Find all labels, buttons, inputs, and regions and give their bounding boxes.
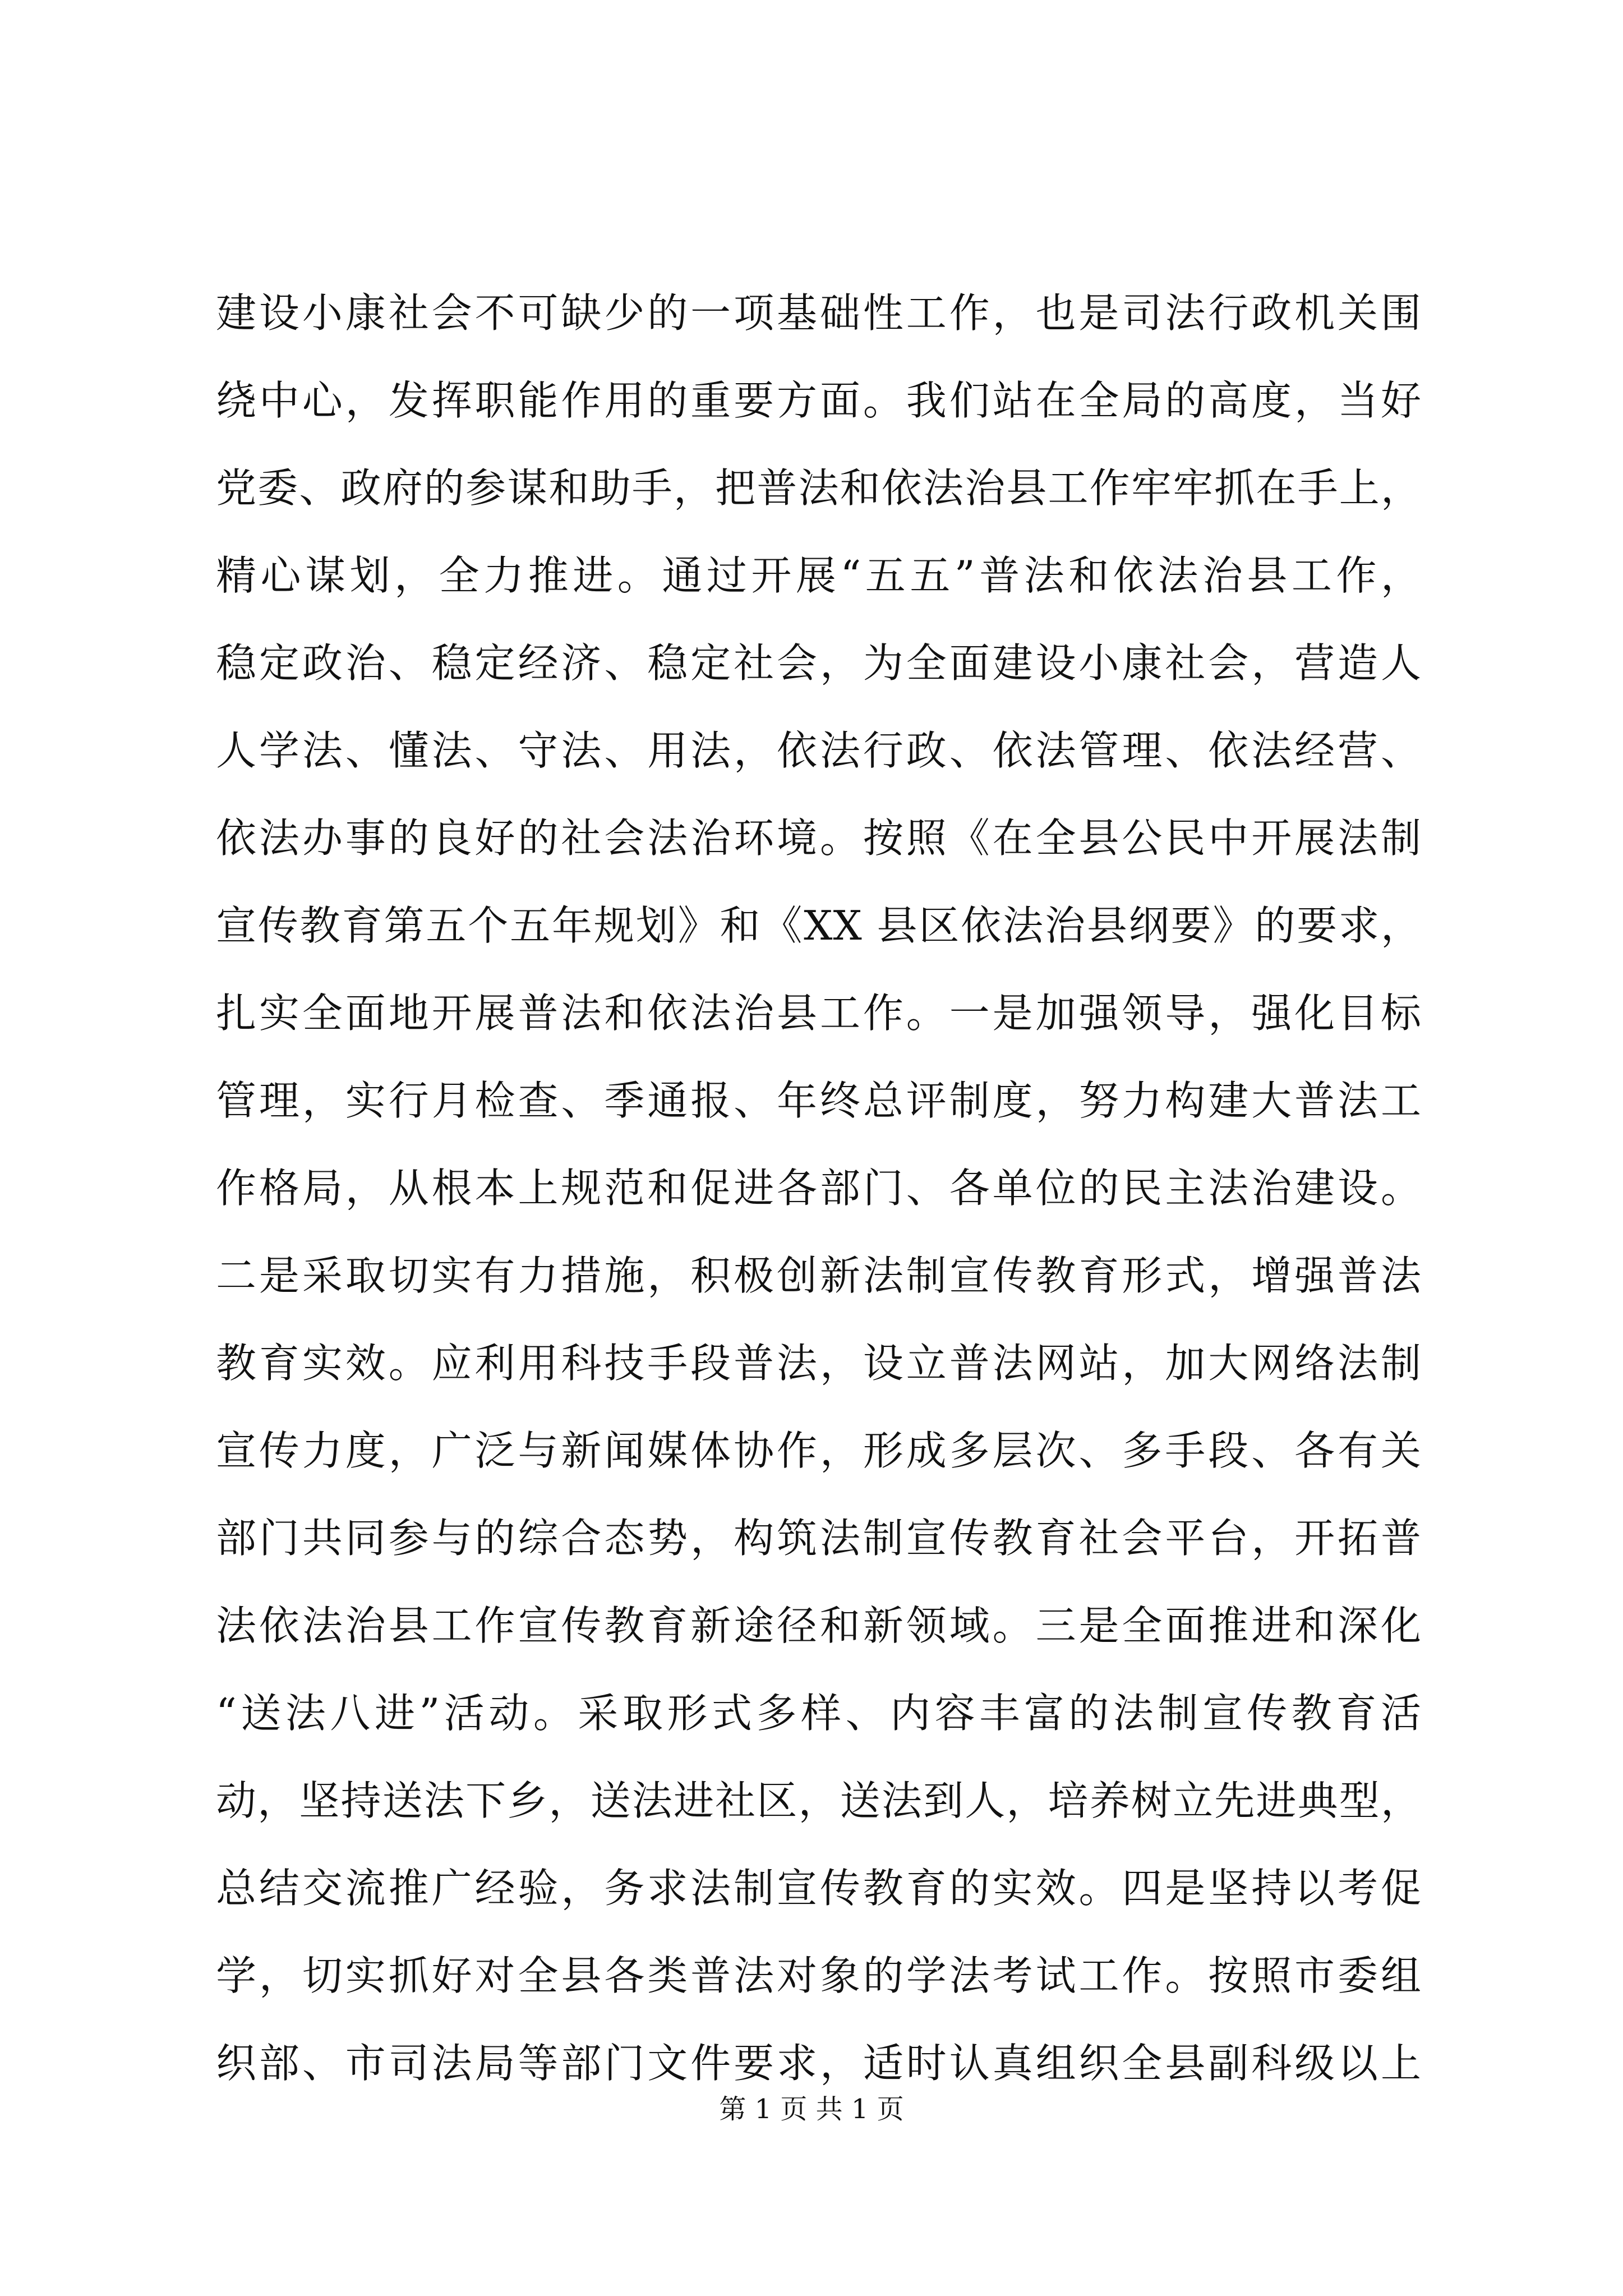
- body-line: 稳定政治、稳定经济、稳定社会，为全面建设小康社会，营造人: [216, 639, 1422, 687]
- body-line: 依法办事的良好的社会法治环境。按照《在全县公民中开展法制: [216, 815, 1422, 862]
- body-line: 宣传教育第五个五年规划》和《XX 县区依法治县纲要》的要求，: [216, 902, 1422, 949]
- body-line: 部门共同参与的综合态势，构筑法制宣传教育社会平台，开拓普: [216, 1515, 1422, 1562]
- body-line: 作格局，从根本上规范和促进各部门、各单位的民主法治建设。: [216, 1165, 1422, 1212]
- body-line: 党委、政府的参谋和助手，把普法和依法治县工作牢牢抓在手上，: [216, 464, 1422, 512]
- body-line: 教育实效。应利用科技手段普法，设立普法网站，加大网络法制: [216, 1340, 1422, 1387]
- body-line: 建设小康社会不可缺少的一项基础性工作，也是司法行政机关围: [216, 289, 1422, 337]
- body-line: 学，切实抓好对全县各类普法对象的学法考试工作。按照市委组: [216, 1952, 1422, 1999]
- body-line: 管理，实行月检查、季通报、年终总评制度，努力构建大普法工: [216, 1077, 1422, 1124]
- body-line: 织部、市司法局等部门文件要求，适时认真组织全县副科级以上: [216, 2040, 1422, 2087]
- body-line: 总结交流推广经验，务求法制宣传教育的实效。四是坚持以考促: [216, 1865, 1422, 1912]
- document-body: [216, 269, 1422, 2107]
- body-line: 宣传力度，广泛与新闻媒体协作，形成多层次、多手段、各有关: [216, 1427, 1422, 1474]
- body-line: 精心谋划，全力推进。通过开展“五五”普法和依法治县工作，: [216, 552, 1422, 599]
- body-line: 扎实全面地开展普法和依法治县工作。一是加强领导，强化目标: [216, 990, 1422, 1037]
- body-line: “送法八进”活动。采取形式多样、内容丰富的法制宣传教育活: [216, 1690, 1422, 1737]
- body-line: 人学法、懂法、守法、用法，依法行政、依法管理、依法经营、: [216, 727, 1422, 774]
- page-footer: 第 1 页 共 1 页: [719, 2093, 904, 2125]
- body-line: 二是采取切实有力措施，积极创新法制宣传教育形式，增强普法: [216, 1252, 1422, 1299]
- body-line: 动，坚持送法下乡，送法进社区，送法到人，培养树立先进典型，: [216, 1777, 1422, 1824]
- body-line: 法依法治县工作宣传教育新途径和新领域。三是全面推进和深化: [216, 1602, 1422, 1649]
- body-line: 绕中心，发挥职能作用的重要方面。我们站在全局的高度，当好: [216, 377, 1422, 424]
